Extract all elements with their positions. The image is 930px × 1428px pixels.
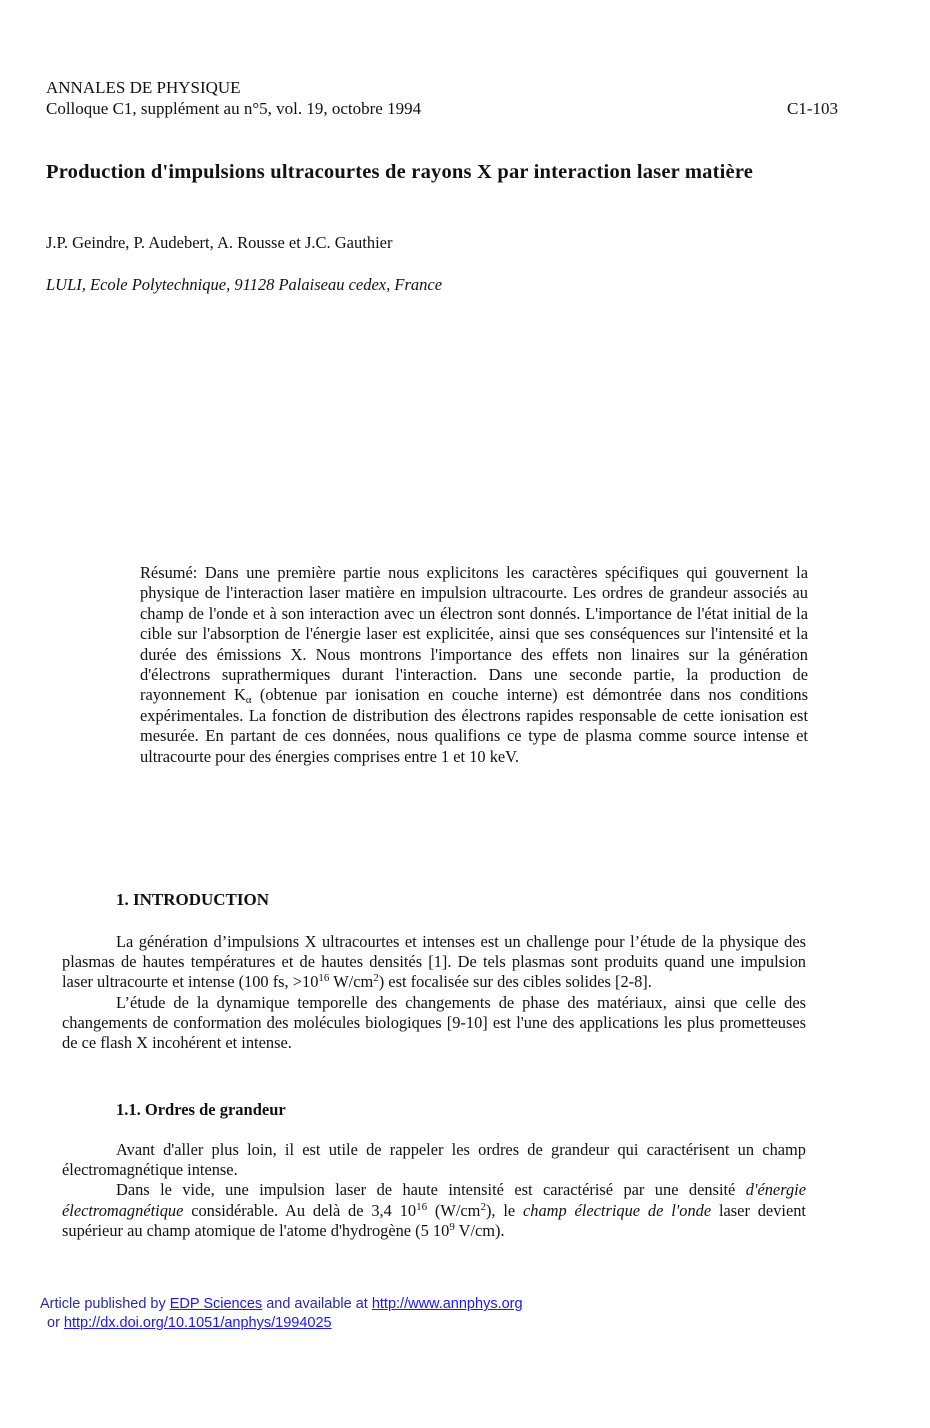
introduction-body <box>62 932 806 1053</box>
ordres-p2-text-a: Dans le vide, une impulsion laser de haute intensité est caractérisé par une densité <box>116 1180 746 1200</box>
abstract-text-part2: (obtenue par ionisation en couche interne) est démontrée dans nos conditions expérimentales. La fonction de distribution des électrons rapides responsable de cette ionisation est mesurée. En partant de ces données, nous qualifions ce type de plasma comme source intense et ultracourte pour des énergies comprises entre 1 et 10 keV. <box>140 685 808 766</box>
ordres-p2-text-c: (W/cm <box>427 1200 481 1220</box>
ordres-p2-text-b: considérable. Au delà de 3,4 10 <box>183 1200 417 1220</box>
intro-paragraph-1 <box>62 932 806 993</box>
ordres-p2-exponent-1: 16 <box>416 1200 428 1213</box>
page-number: C1-103 <box>787 99 838 118</box>
footer-text-1: Article published by <box>40 1296 170 1312</box>
intro-p1-text-b: W/cm <box>329 972 374 992</box>
paper-affiliation: LULI, Ecole Polytechnique, 91128 Palaiseau cedex, France <box>46 275 443 294</box>
intro-p1-exponent-1: 16 <box>318 972 330 985</box>
paper-title: Production d'impulsions ultracourtes de rayons X par interaction laser matière <box>46 161 754 183</box>
intro-p1-text-c: ) est focalisée sur des cibles solides [2-8]. <box>378 972 652 992</box>
ordres-paragraph-1: Avant d'aller plus loin, il est utile de rappeler les ordres de grandeur qui caractérisent un champ électromagnétique intense. <box>62 1140 806 1180</box>
intro-p1-text-a: La génération d’impulsions X ultracourtes et intenses est un challenge pour l’étude de la physique des plasmas de hautes températures et de hautes densités [1]. De tels plasmas sont produits quand une impulsion laser ultracourte et intense (100 fs, >10 <box>62 932 806 992</box>
annphys-link[interactable]: http://www.annphys.org <box>371 1296 523 1312</box>
ordres-body <box>62 1140 806 1241</box>
abstract-text-part1: Résumé: Dans une première partie nous explicitons les caractères spécifiques qui gouvernent la physique de l'interaction laser matière en impulsion ultracourte. Les ordres de grandeur associés au champ de l'onde et à son interaction avec un électron sont donnés. L'importance de l'état initial de la cible sur l'absorption de l'énergie laser est explicitée, ainsi que ses conséquences sur l'intensité et la durée des émissions X. Nous montrons l'importance des effets non linaires sur la génération d'électrons suprathermiques durant l'interaction. Dans une seconde partie, la production de rayonnement K <box>140 563 808 705</box>
ordres-p2-exponent-2: 2 <box>480 1200 486 1213</box>
k-alpha-subscript: α <box>245 694 252 707</box>
footer-text-2: and available at <box>262 1296 372 1312</box>
ordres-p2-text-f: V/cm). <box>454 1220 505 1240</box>
section-heading-introduction: 1. INTRODUCTION <box>116 890 270 909</box>
footer-line-1 <box>40 1295 523 1314</box>
edp-sciences-link[interactable]: EDP Sciences <box>169 1296 263 1312</box>
footer-text-3: or <box>47 1315 64 1331</box>
journal-name: ANNALES DE PHYSIQUE <box>46 78 241 97</box>
intro-p1-exponent-2: 2 <box>373 972 379 985</box>
paper-authors: J.P. Geindre, P. Audebert, A. Rousse et J.C. Gauthier <box>46 233 393 252</box>
ordres-paragraph-2 <box>62 1180 806 1241</box>
intro-paragraph-2: L’étude de la dynamique temporelle des changements de phase des matériaux, ainsi que celle des changements de conformation des molécules biologiques [9-10] est l'une des applications les plus prometteuses de ce flash X incohérent et intense. <box>62 992 806 1053</box>
colloque-info: Colloque C1, supplément au n°5, vol. 19, octobre 1994 <box>46 99 422 118</box>
subsection-heading-ordres: 1.1. Ordres de grandeur <box>116 1100 286 1119</box>
ordres-p2-text-d: ), le <box>485 1200 523 1220</box>
ordres-p2-text-e: laser devient supérieur au champ atomique de l'atome d'hydrogène (5 10 <box>62 1200 806 1240</box>
ordres-p2-italic-1: d'énergie électromagnétique <box>62 1180 806 1220</box>
doi-link[interactable]: http://dx.doi.org/10.1051/anphys/1994025 <box>63 1315 332 1331</box>
ordres-p2-italic-2: champ électrique de l'onde <box>523 1200 712 1220</box>
ordres-p2-exponent-3: 9 <box>449 1220 455 1233</box>
abstract <box>140 563 808 767</box>
footer-line-2 <box>40 1314 523 1333</box>
publication-footer <box>40 1295 523 1333</box>
